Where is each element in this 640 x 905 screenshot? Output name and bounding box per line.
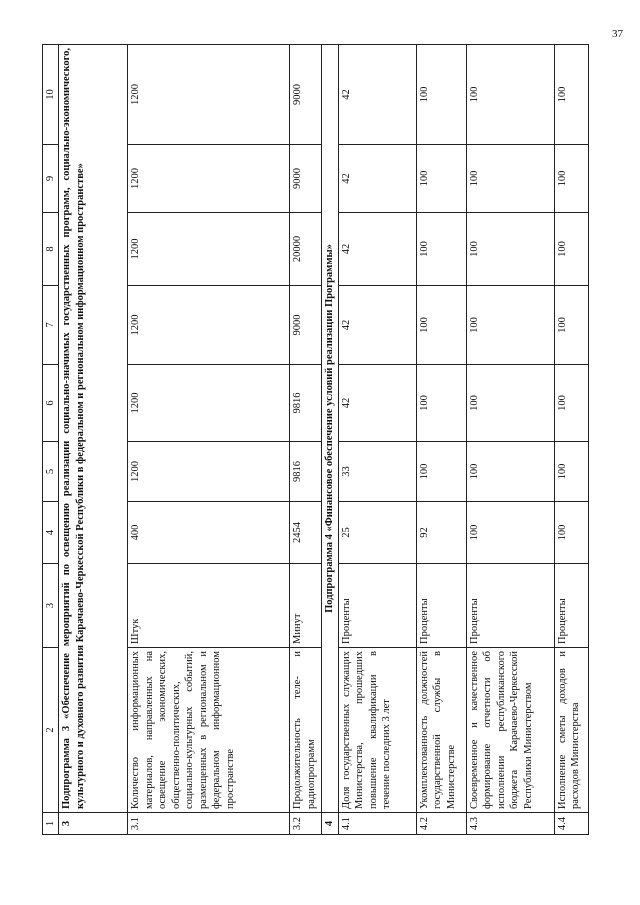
value-cell: 100 xyxy=(554,213,588,286)
indicator-name: Доля государственных служащих Министерства, прошедших повышение квалификации в течение последних 3 лет xyxy=(338,648,416,813)
value-cell: 33 xyxy=(338,442,416,502)
section-number: 3 xyxy=(59,813,128,835)
value-cell: 1200 xyxy=(128,365,290,442)
unit: Проценты xyxy=(416,564,466,648)
value-cell: 100 xyxy=(416,442,466,502)
value-cell: 100 xyxy=(466,213,554,286)
indicator-name: Исполнение сметы доходов и расходов Министерства xyxy=(554,648,588,813)
value-cell: 2454 xyxy=(290,502,322,564)
table-row xyxy=(338,45,416,835)
section-title: Подпрограмма 4 «Финансовое обеспечение условий реализации Программы» xyxy=(322,45,338,813)
subprogram-3-header xyxy=(59,45,128,835)
value-cell: 9816 xyxy=(290,442,322,502)
section-title: Подпрограмма 3 «Обеспечение мероприятий по освещению реализации социально-значимых государственных программ, социально-экономического, культурного и духовного развития Карачаево-Черкесской Республики в федеральном и региональном информационном пространстве» xyxy=(59,45,128,813)
table-row xyxy=(290,45,322,835)
rotated-table-container xyxy=(42,45,640,835)
value-cell: 100 xyxy=(466,365,554,442)
value-cell: 100 xyxy=(416,365,466,442)
column-number: 7 xyxy=(43,286,59,365)
unit: Штук xyxy=(128,564,290,648)
indicator-name: Своевременное и качественное формирование отчетности об исполнении республиканского бюджета Карачаево-Черкесской Республики Министерством xyxy=(466,648,554,813)
value-cell: 9816 xyxy=(290,365,322,442)
row-number: 4.2 xyxy=(416,813,466,835)
value-cell: 400 xyxy=(128,502,290,564)
indicator-name: Продолжительность теле- и радиопрограмм xyxy=(290,648,322,813)
column-number: 1 xyxy=(43,813,59,835)
value-cell: 42 xyxy=(338,286,416,365)
value-cell: 100 xyxy=(554,286,588,365)
section-number: 4 xyxy=(322,813,338,835)
table-row xyxy=(416,45,466,835)
value-cell: 1200 xyxy=(128,145,290,213)
unit: Проценты xyxy=(338,564,416,648)
unit: Проценты xyxy=(466,564,554,648)
value-cell: 100 xyxy=(416,213,466,286)
indicator-name: Укомплектованность должностей государственной службы в Министерстве xyxy=(416,648,466,813)
column-number: 10 xyxy=(43,45,59,145)
column-number-row xyxy=(43,45,59,835)
column-number: 3 xyxy=(43,564,59,648)
value-cell: 100 xyxy=(416,286,466,365)
row-number: 3.2 xyxy=(290,813,322,835)
value-cell: 42 xyxy=(338,365,416,442)
value-cell: 92 xyxy=(416,502,466,564)
column-number: 5 xyxy=(43,442,59,502)
value-cell: 100 xyxy=(466,45,554,145)
value-cell: 9000 xyxy=(290,286,322,365)
column-number: 8 xyxy=(43,213,59,286)
table-row xyxy=(466,45,554,835)
value-cell: 100 xyxy=(466,442,554,502)
value-cell: 1200 xyxy=(128,442,290,502)
unit: Проценты xyxy=(554,564,588,648)
value-cell: 100 xyxy=(416,45,466,145)
value-cell: 1200 xyxy=(128,286,290,365)
value-cell: 100 xyxy=(554,502,588,564)
value-cell: 42 xyxy=(338,213,416,286)
row-number: 4.1 xyxy=(338,813,416,835)
row-number: 4.4 xyxy=(554,813,588,835)
subprogram-4-header xyxy=(322,45,338,835)
row-number: 4.3 xyxy=(466,813,554,835)
page-number: 37 xyxy=(612,28,623,40)
value-cell: 20000 xyxy=(290,213,322,286)
value-cell: 9000 xyxy=(290,145,322,213)
value-cell: 100 xyxy=(466,286,554,365)
value-cell: 100 xyxy=(554,442,588,502)
value-cell: 42 xyxy=(338,45,416,145)
value-cell: 100 xyxy=(554,45,588,145)
value-cell: 9000 xyxy=(290,45,322,145)
value-cell: 1200 xyxy=(128,213,290,286)
table-row xyxy=(554,45,588,835)
value-cell: 100 xyxy=(466,502,554,564)
indicators-table xyxy=(42,44,589,835)
column-number: 6 xyxy=(43,365,59,442)
table-row xyxy=(128,45,290,835)
column-number: 9 xyxy=(43,145,59,213)
value-cell: 100 xyxy=(554,365,588,442)
value-cell: 25 xyxy=(338,502,416,564)
value-cell: 100 xyxy=(466,145,554,213)
column-number: 2 xyxy=(43,648,59,813)
value-cell: 1200 xyxy=(128,45,290,145)
value-cell: 100 xyxy=(554,145,588,213)
value-cell: 42 xyxy=(338,145,416,213)
row-number: 3.1 xyxy=(128,813,290,835)
unit: Минут xyxy=(290,564,322,648)
indicator-name: Количество информационных материалов, направленных на освещение экономических, общественно-политических, социально-культурных событий, размещенных в региональном и федеральном информационном пространстве xyxy=(128,648,290,813)
column-number: 4 xyxy=(43,502,59,564)
value-cell: 100 xyxy=(416,145,466,213)
